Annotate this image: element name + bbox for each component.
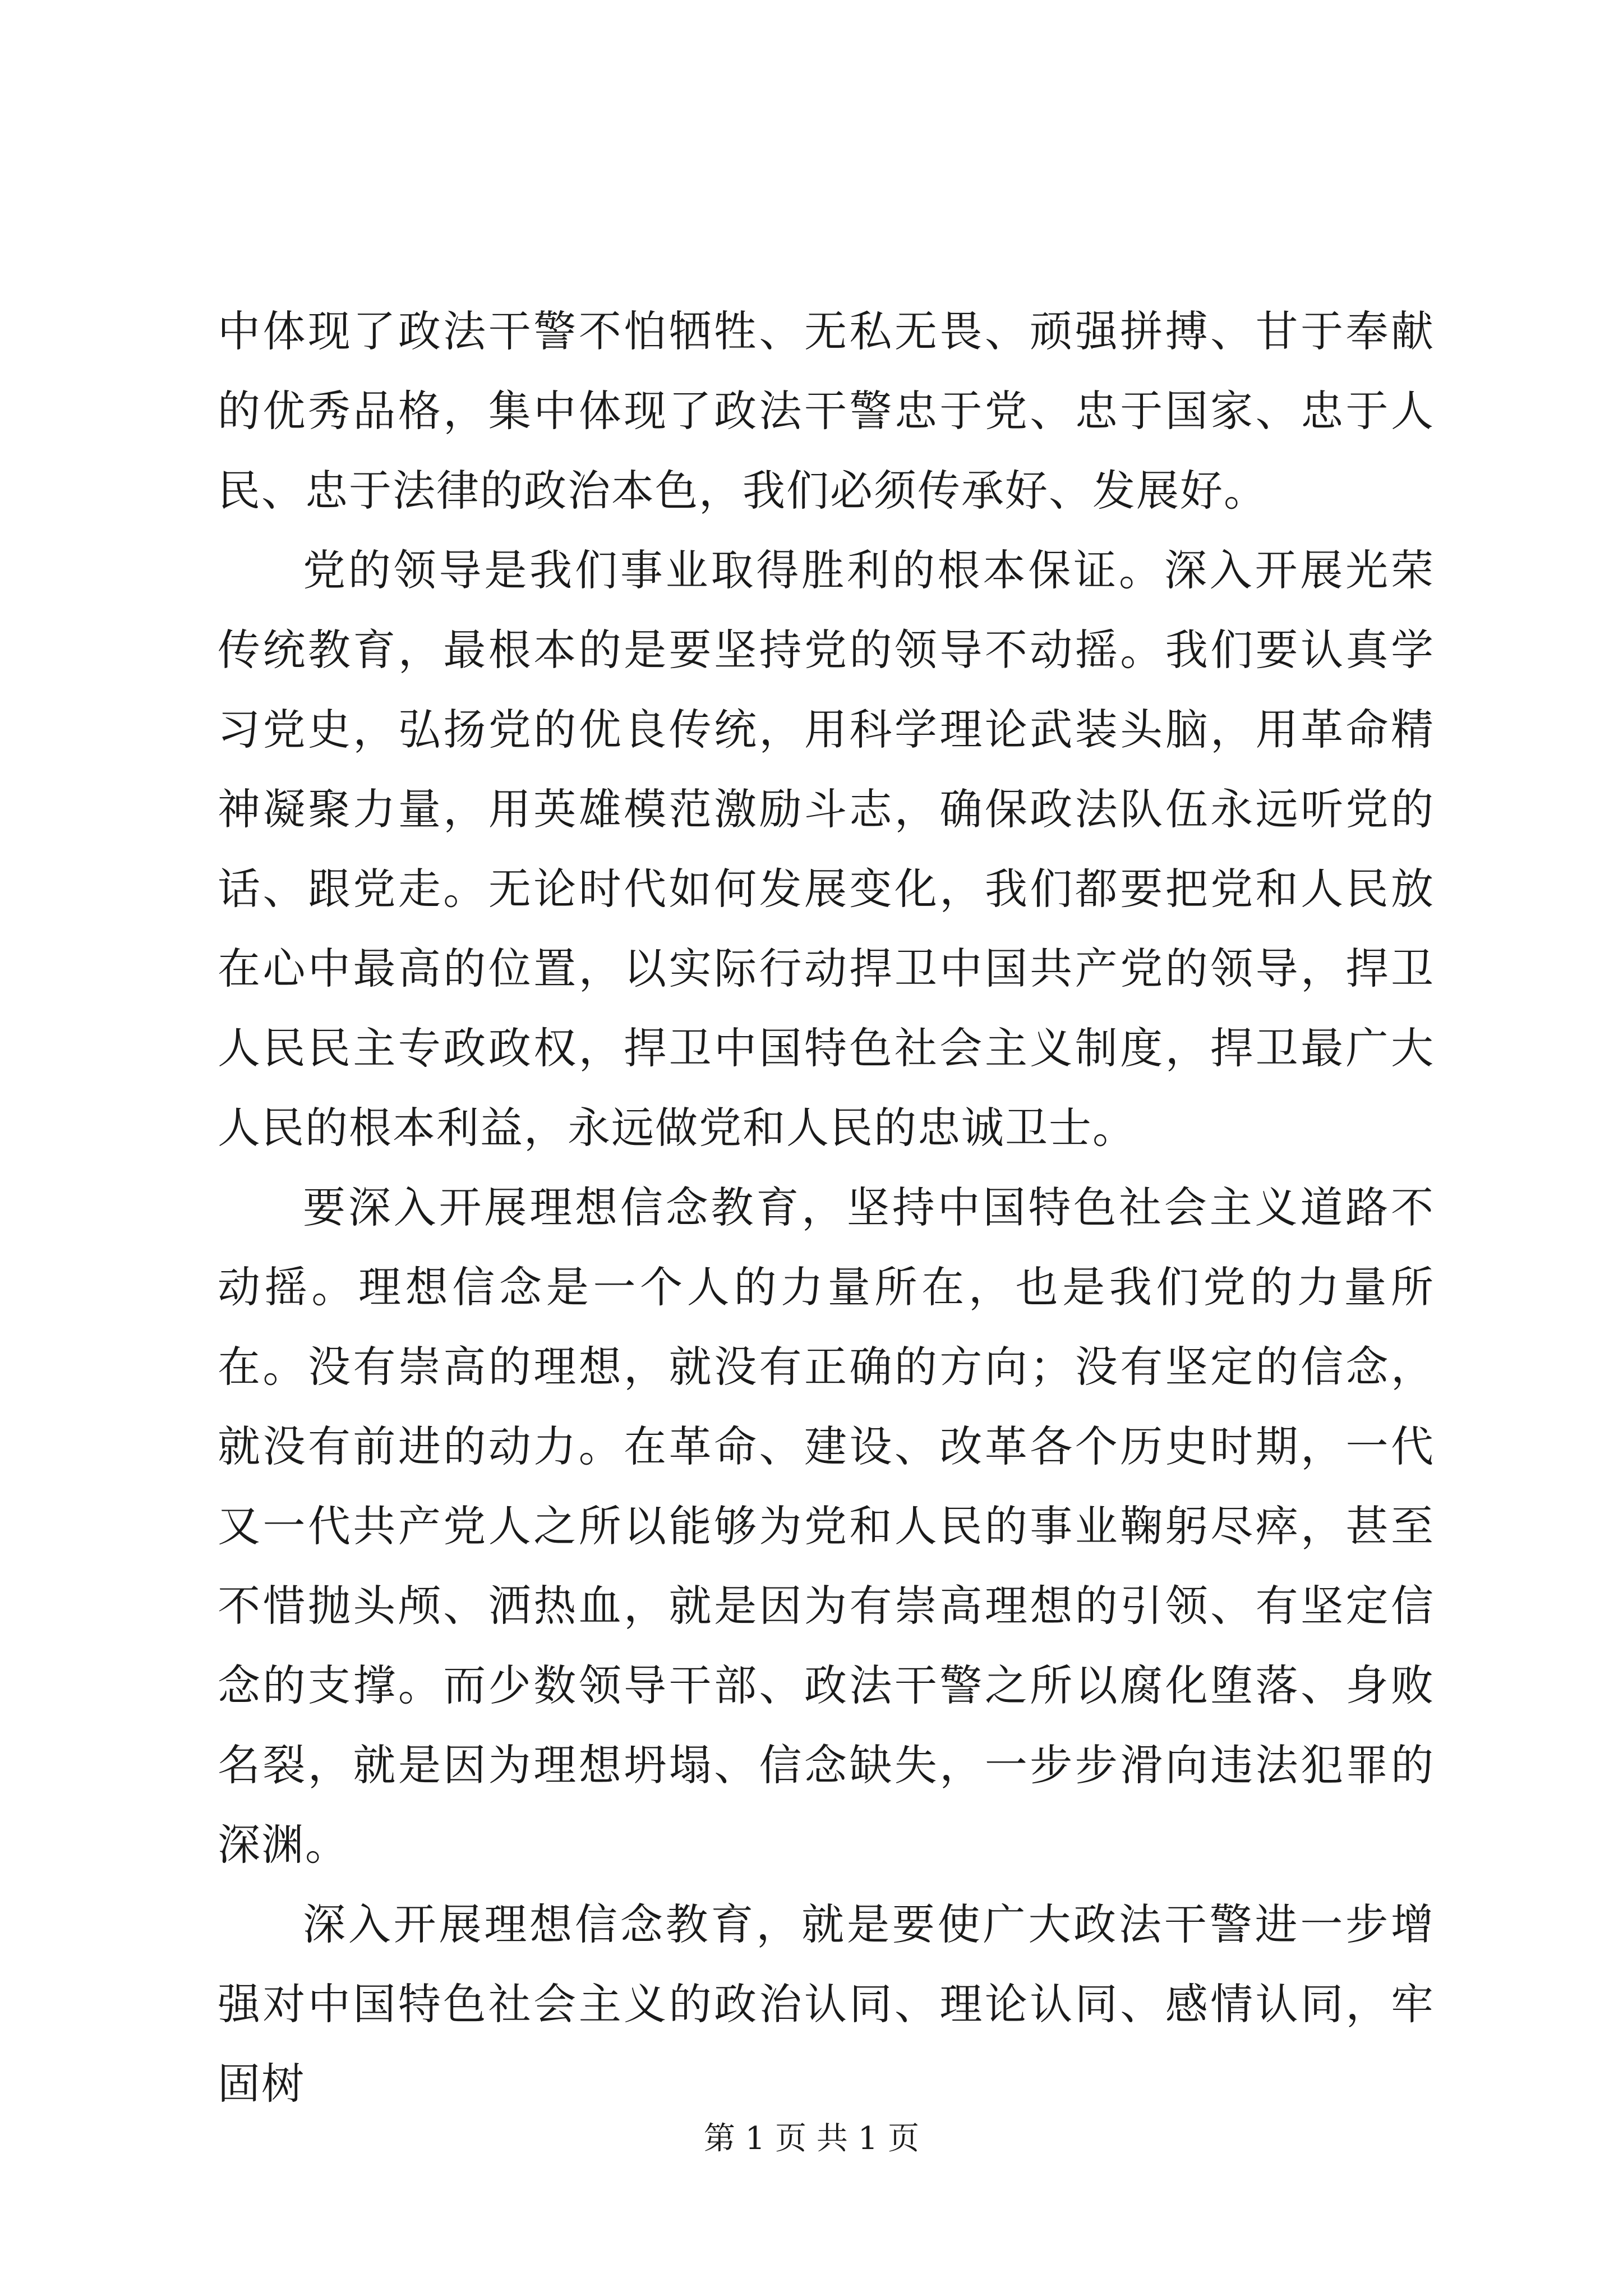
paragraph-1: 中体现了政法干警不怕牺牲、无私无畏、顽强拼搏、甘于奉献的优秀品格，集中体现了政法干警忠于党、忠于国家、忠于人民、忠于法律的政治本色，我们必须传承好、发展好。 (218, 306, 1435, 516)
paragraph-4: 深入开展理想信念教育，就是要使广大政法干警进一步增强对中国特色社会主义的政治认同、理论认同、感情认同，牢固树 (218, 1899, 1435, 2109)
paragraph-2: 党的领导是我们事业取得胜利的根本保证。深入开展光荣传统教育，最根本的是要坚持党的领导不动摇。我们要认真学习党史，弘扬党的优良传统，用科学理论武装头脑，用革命精神凝聚力量，用英雄模范激励斗志，确保政法队伍永远听党的话、跟党走。无论时代如何发展变化，我们都要把党和人民放在心中最高的位置，以实际行动捍卫中国共产党的领导，捍卫人民民主专政政权，捍卫中国特色社会主义制度，捍卫最广大人民的根本利益，永远做党和人民的忠诚卫士。 (218, 545, 1435, 1153)
paragraph-3: 要深入开展理想信念教育，坚持中国特色社会主义道路不动摇。理想信念是一个人的力量所在，也是我们党的力量所在。没有崇高的理想，就没有正确的方向；没有坚定的信念，就没有前进的动力。在革命、建设、改革各个历史时期，一代又一代共产党人之所以能够为党和人民的事业鞠躬尽瘁，甚至不惜抛头颅、洒热血，就是因为有崇高理想的引领、有坚定信念的支撑。而少数领导干部、政法干警之所以腐化堕落、身败名裂，就是因为理想坍塌、信念缺失，一步步滑向违法犯罪的深渊。 (218, 1182, 1435, 1870)
page-number-footer: 第 1 页 共 1 页 (703, 2120, 920, 2157)
document-body (218, 292, 1435, 2124)
